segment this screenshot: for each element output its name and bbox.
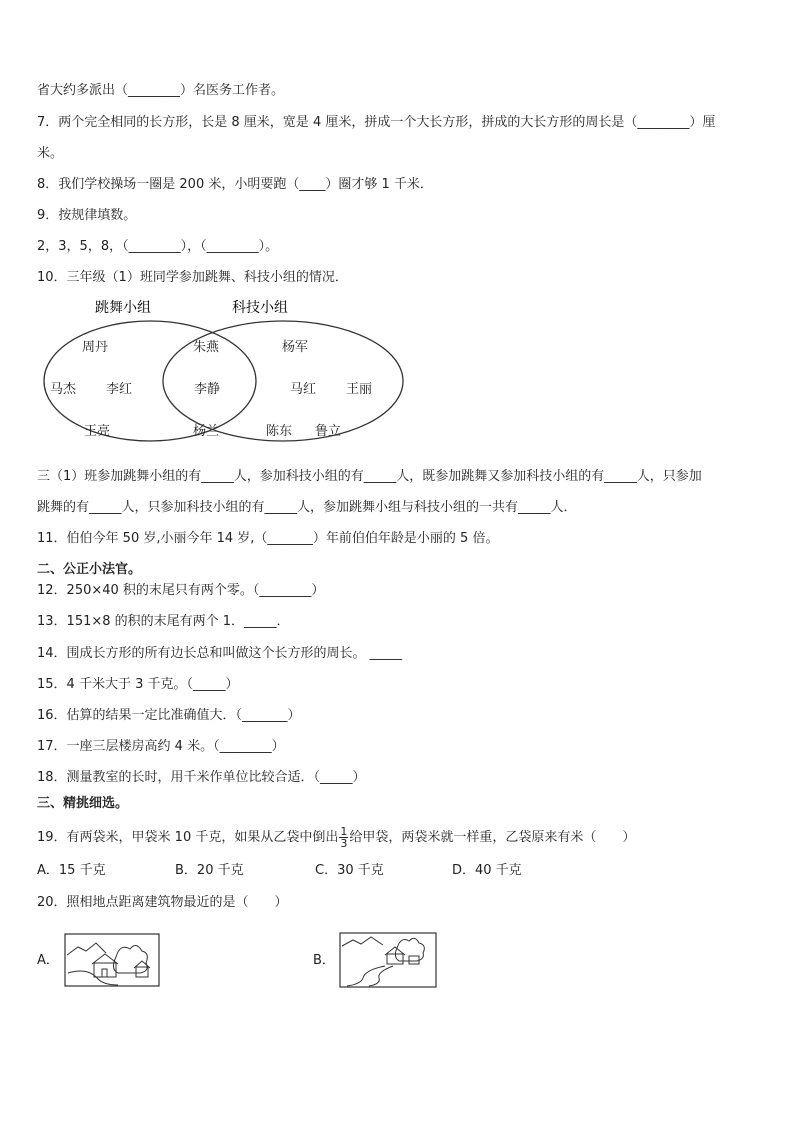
photo-a-house-image[interactable]: [64, 933, 160, 987]
question-8: 8．我们学校操场一圈是 200 米，小明要跑（____）圈才够 1 千米．: [37, 177, 433, 192]
venn-right-title: 科技小组: [232, 300, 288, 316]
venn-name: 李静: [194, 382, 221, 397]
fraction-denominator: 3: [340, 837, 348, 850]
text-line: 2，3，5，8，（________），（________）。: [37, 239, 279, 254]
option-d[interactable]: D．40 千克: [452, 863, 522, 878]
option-c[interactable]: C．30 千克: [315, 863, 384, 878]
venn-left-title: 跳舞小组: [95, 300, 151, 316]
question-19: [37, 826, 635, 849]
question-7: 7．两个完全相同的长方形，长是 8 厘米，宽是 4 厘米，拼成一个大长方形，拼成的大长方形的周长是（________）厘: [37, 115, 716, 130]
venn-name: 马杰: [50, 382, 77, 397]
text-line: 米。: [37, 146, 64, 161]
fraction: [339, 826, 348, 849]
question-11: 11．伯伯今年 50 岁,小丽今年 14 岁,（_______）年前伯伯年龄是小丽的 5 倍。: [37, 531, 499, 546]
question-20: 20．照相地点距离建筑物最近的是（ ）: [37, 895, 288, 910]
question-15: 15．4 千米大于 3 千克。（_____）: [37, 677, 239, 692]
venn-name: 马红: [290, 382, 317, 397]
venn-name: 鲁立: [315, 424, 342, 439]
option-a[interactable]: A．15 千克: [37, 863, 106, 878]
venn-name: 王亮: [84, 424, 111, 439]
venn-right-circle: [163, 321, 403, 441]
question-12: 12．250×40 积的末尾只有两个零。（________）: [37, 583, 325, 598]
venn-name: 陈东: [266, 424, 293, 439]
question-10: 10．三年级（1）班同学参加跳舞、科技小组的情况．: [37, 270, 348, 285]
text-line: 三（1）班参加跳舞小组的有_____人，参加科技小组的有_____人，既参加跳舞又参加科技小组的有_____人，只参加: [37, 469, 702, 484]
question-16: 16．估算的结果一定比准确值大．（_______）: [37, 708, 301, 723]
question-text: 19．有两袋米，甲袋米 10 千克，如果从乙袋中倒出: [37, 830, 339, 845]
question-9: 9．按规律填数。: [37, 208, 137, 223]
venn-name: 杨军: [282, 340, 309, 355]
photo-b-house-image[interactable]: [339, 932, 437, 988]
question-text: 给甲袋，两袋米就一样重，乙袋原来有米（ ）: [349, 830, 636, 845]
text-line: 跳舞的有_____人，只参加科技小组的有_____人，参加跳舞小组与科技小组的一共有_____人．: [37, 500, 577, 515]
picture-label-b[interactable]: B．: [313, 953, 335, 968]
question-14: 14．围成长方形的所有边长总和叫做这个长方形的周长。 _____: [37, 646, 403, 661]
venn-name: 周丹: [82, 340, 109, 355]
venn-name: 王丽: [346, 382, 373, 397]
question-13: 13．151×8 的积的末尾有两个 1．_____．: [37, 614, 290, 629]
question-18: 18．测量教室的长时，用千米作单位比较合适．（_____）: [37, 770, 366, 785]
fraction-numerator: 1: [340, 825, 348, 838]
venn-diagram: [40, 295, 410, 445]
venn-name: 朱燕: [193, 340, 220, 355]
text-line: 省大约多派出（________）名医务工作者。: [37, 83, 285, 98]
venn-left-circle: [44, 321, 256, 441]
venn-name: 李红: [106, 382, 133, 397]
question-17: 17．一座三层楼房高约 4 米。（________）: [37, 739, 285, 754]
option-b[interactable]: B．20 千克: [175, 863, 244, 878]
picture-label-a[interactable]: A．: [37, 953, 59, 968]
venn-name: 杨兰: [193, 424, 220, 439]
section-heading: 二、公正小法官。: [37, 562, 142, 577]
section-heading: 三、精挑细选。: [37, 796, 129, 811]
